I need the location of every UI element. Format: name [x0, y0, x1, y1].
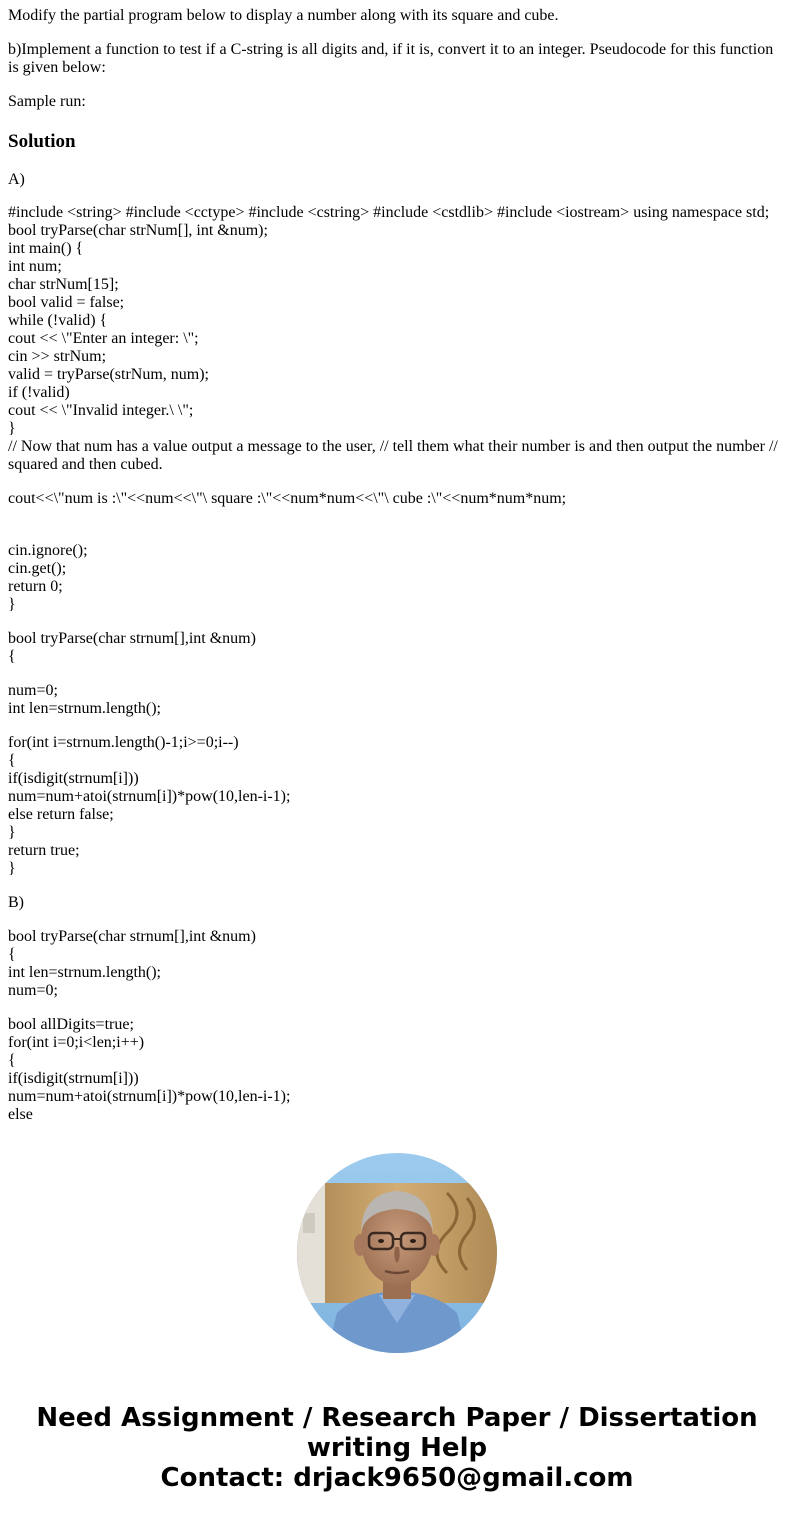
code-line: }: [8, 860, 16, 877]
code-line: cout << \"Enter an integer: \";: [8, 330, 199, 347]
code-line: cin.ignore();: [8, 542, 88, 559]
code-block-a-func-init: [8, 682, 786, 718]
part-b-label: B): [8, 894, 24, 911]
code-line: return 0;: [8, 578, 63, 595]
code-block-a-func-loop: [8, 734, 786, 878]
solution-heading: Solution: [8, 131, 76, 152]
code-line: else return false;: [8, 806, 114, 823]
code-line: }: [8, 824, 16, 841]
promo-line-1: Need Assignment / Research Paper / Dissertation: [36, 1403, 758, 1433]
intro-paragraph-2: b)Implement a function to test if a C-string is all digits and, if it is, convert it to an integer. Pseudocode for this function is given below:: [8, 41, 774, 76]
code-line: {: [8, 648, 16, 665]
code-line: bool valid = false;: [8, 294, 125, 311]
part-a-label: A): [8, 171, 25, 188]
code-line: num=num+atoi(strnum[i])*pow(10,len-i-1);: [8, 788, 291, 805]
code-line: num=0;: [8, 682, 58, 699]
code-line: num=0;: [8, 982, 58, 999]
code-line: cin >> strNum;: [8, 348, 107, 365]
code-line: if (!valid): [8, 384, 70, 401]
code-line: if(isdigit(strnum[i])): [8, 770, 139, 787]
code-cout-line: cout<<\"num is :\"<<num<<\"\ square :\"<<num*num<<\"\ cube :\"<<num*num*num;: [8, 490, 567, 507]
code-line: int len=strnum.length();: [8, 964, 161, 981]
code-line: cin.get();: [8, 560, 67, 577]
code-line: int num;: [8, 258, 62, 275]
code-line: for(int i=0;i<len;i++): [8, 1034, 145, 1051]
contact-email[interactable]: Contact: drjack9650@gmail.com: [160, 1463, 634, 1493]
code-line: char strNum[15];: [8, 276, 119, 293]
code-line: {: [8, 1052, 16, 1069]
code-line: cout << \"Invalid integer.\ \";: [8, 402, 194, 419]
author-photo: [297, 1153, 497, 1353]
code-line: valid = tryParse(strNum, num);: [8, 366, 209, 383]
code-block-a-func-header: [8, 630, 786, 666]
intro-paragraph-1: Modify the partial program below to display a number along with its square and cube.: [8, 7, 559, 24]
code-line: {: [8, 946, 16, 963]
code-block-a-tail: [8, 542, 786, 614]
code-line: num=num+atoi(strnum[i])*pow(10,len-i-1);: [8, 1088, 291, 1105]
code-line: while (!valid) {: [8, 312, 108, 329]
code-line: bool tryParse(char strnum[],int &num): [8, 928, 256, 945]
code-line: }: [8, 596, 16, 613]
code-line: if(isdigit(strnum[i])): [8, 1070, 139, 1087]
code-line: else: [8, 1106, 33, 1123]
code-comment: // Now that num has a value output a message to the user, // tell them what their number is and then output the number // squared and then cubed.: [8, 438, 778, 473]
code-block-b-loop: [8, 1016, 786, 1124]
author-portrait-image: [297, 1153, 497, 1353]
code-line: bool allDigits=true;: [8, 1016, 134, 1033]
code-line: int len=strnum.length();: [8, 700, 161, 717]
code-line: {: [8, 752, 16, 769]
intro-paragraph-3: Sample run:: [8, 93, 86, 110]
code-line: for(int i=strnum.length()-1;i>=0;i--): [8, 734, 239, 751]
promo-footer: [0, 1403, 794, 1493]
code-line: bool tryParse(char strNum[], int &num);: [8, 222, 268, 239]
code-line: int main() {: [8, 240, 84, 257]
code-line: bool tryParse(char strnum[],int &num): [8, 630, 256, 647]
code-block-b-header: [8, 928, 786, 1000]
code-line: #include <string> #include <cctype> #include <cstring> #include <cstdlib> #include <iostream> using namespace std;: [8, 204, 770, 221]
code-line: return true;: [8, 842, 80, 859]
promo-line-2: writing Help: [306, 1433, 488, 1463]
code-block-a-main: [8, 204, 786, 474]
code-line: }: [8, 420, 16, 437]
